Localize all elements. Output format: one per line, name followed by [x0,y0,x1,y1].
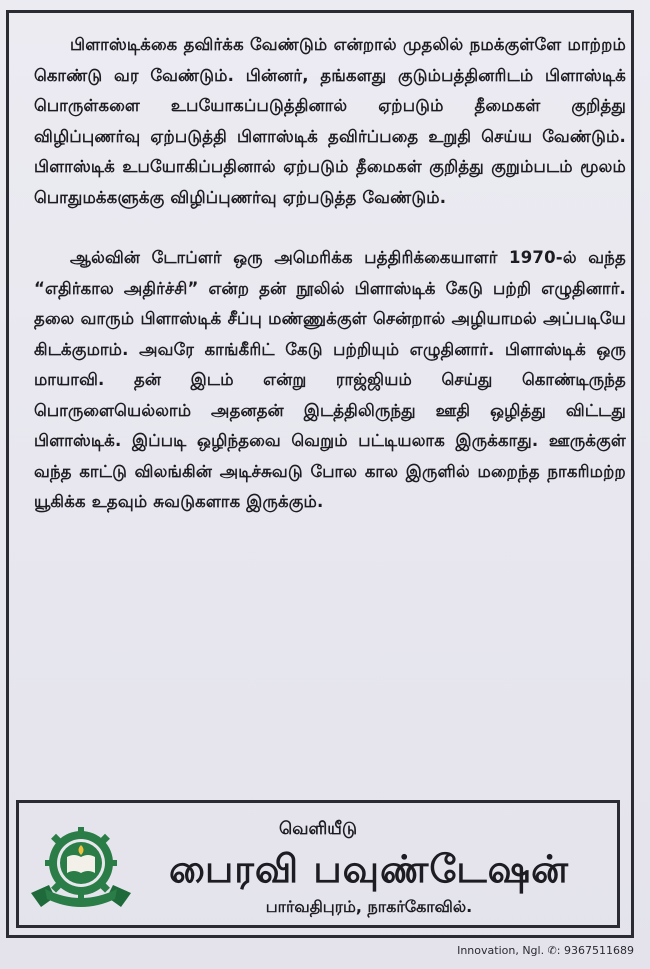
article-paragraph-1: பிளாஸ்டிக்கை தவிர்க்க வேண்டும் என்றால் முதலில் நமக்குள்ளே மாற்றம் கொண்டு வர வேண்டும். பின்னர், தங்களது குடும்பத்தினரிடம் பிளாஸ்டிக் பொருள்களை உபயோகப்படுத்தினால் ஏற்படும் தீமைகள் குறித்து விழிப்புணர்வு ஏற்படுத்தி பிளாஸ்டிக் தவிர்ப்பதை உறுதி செய்ய வேண்டும். பிளாஸ்டிக் உபயோகிப்பதினால் ஏற்படும் தீமைகள் குறித்து குறும்படம் மூலம் பொதுமக்களுக்கு விழிப்புணர்வு ஏற்படுத்த வேண்டும். [34,35,626,207]
footer-credit: Innovation, Ngl. ✆: 9367511689 [457,944,634,957]
publisher-box [16,800,620,928]
article-body [34,30,626,518]
publisher-name: பைரவி பவுண்டேஷன் [169,847,569,891]
publisher-place: பார்வதிபுரம், நாகர்கோவில். [265,897,473,916]
article-paragraph-2: ஆல்வின் டோப்ளர் ஒரு அமெரிக்க பத்திரிக்கையாளர் 1970-ல் வந்த “எதிர்கால அதிர்ச்சி” என்ற தன் நூலில் பிளாஸ்டிக் கேடு பற்றி எழுதினார். தலை வாரும் பிளாஸ்டிக் சீப்பு மண்ணுக்குள் சென்றால் அழியாமல் அப்படியே கிடக்குமாம். அவரே காங்கீரிட் கேடு பற்றியும் எழுதினார். பிளாஸ்டிக் ஒரு மாயாவி. தன் இடம் என்று ராஜ்ஜியம் செய்து கொண்டிருந்த பொருளையெல்லாம் அதனதன் இடத்திலிருந்து ஊதி ஒழித்து விட்டது பிளாஸ்டிக். இப்படி ஒழிந்தவை வெறும் பட்டியலாக இருக்காது. ஊருக்குள் வந்த காட்டு விலங்கின் அடிச்சுவடு போல கால இருளில் மறைந்த நாகரிமற்ற யூகிக்க உதவும் சுவடுகளாக இருக்கும். [34,248,626,511]
publisher-label: வெளியீடு [278,819,358,839]
